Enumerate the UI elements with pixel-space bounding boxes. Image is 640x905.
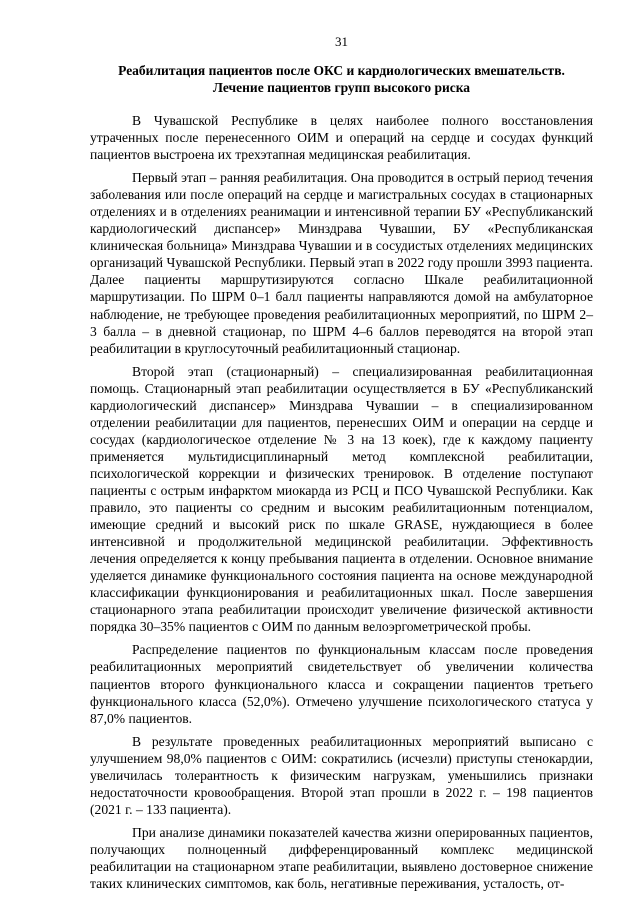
paragraph-results: В результате проведенных реабилитационных мероприятий выписано с улучшением 98,0% пациентов с ОИМ: сократились (исчезли) приступы стенокардии, увеличилась толерантность к физическим нагрузкам, уменьшились признаки недостаточности кровообращения. Второй этап прошли в 2022 г. – 198 пациентов (2021 г. – 133 пациента). — [90, 733, 593, 817]
section-title — [90, 62, 593, 96]
section-title-line-1: Реабилитация пациентов после ОКС и кардиологических вмешательств. — [118, 63, 565, 78]
section-title-line-2: Лечение пациентов групп высокого риска — [212, 80, 471, 95]
paragraph-first-stage: Первый этап – ранняя реабилитация. Она проводится в острый период течения заболевания или после операций на сердце и магистральных сосудах в стационарных отделениях и в отделениях реанимации и интенсивной терапии БУ «Республиканский кардиологический диспансер» Минздрава Чувашии, БУ «Республиканская клиническая больница» Минздрава Чувашии и в сосудистых отделениях медицинских организаций Чувашской Республики. Первый этап в 2022 году прошли 3993 пациента. Далее пациенты маршрутизируются согласно Шкале реабилитационной маршрутизации. По ШРМ 0–1 балл пациенты направляются домой на амбулаторное наблюдение, не требующее проведения реабилитационных мероприятий, по ШРМ 2–3 балла – в дневной стационар, по ШРМ 4–6 баллов переводятся на второй этап реабилитации в круглосуточный реабилитационный стационар. — [90, 170, 593, 356]
document-page — [90, 34, 593, 898]
paragraph-quality-of-life: При анализе динамики показателей качества жизни оперированных пациентов, получающих полноценный дифференцированный комплекс медицинской реабилитации на стационарном этапе реабилитации, выявлено достоверное снижение таких клинических симптомов, как боль, негативные переживания, усталость, от- — [90, 824, 593, 892]
paragraph-functional-classes: Распределение пациентов по функциональным классам после проведения реабилитационных мероприятий свидетельствует об увеличении количества пациентов второго функционального класса и сокращении пациентов третьего функционального класса (52,0%). Отмечено улучшение психологического статуса у 87,0% пациентов. — [90, 642, 593, 726]
paragraph-intro: В Чувашской Республике в целях наиболее полного восстановления утраченных после перенесенного ОИМ и операций на сердце и сосудах функций пациентов выстроена их трехэтапная медицинская реабилитация. — [90, 113, 593, 163]
page-number: 31 — [335, 34, 348, 49]
paragraph-second-stage: Второй этап (стационарный) – специализированная реабилитационная помощь. Стационарный этап реабилитации осуществляется в БУ «Республиканский кардиологический диспансер» Минздрава Чувашии – в специализированном отделении реабилитации для пациентов, перенесших ОИМ и операции на сердце и сосудах (кардиологическое отделение № 3 на 13 коек), где к каждому пациенту применяется мультидисциплинарный метод комплексной реабилитации, психологической коррекции и физических тренировок. В отделение поступают пациенты с острым инфарктом миокарда из РСЦ и ПСО Чувашской Республики. Как правило, это пациенты со средним и высоким реабилитационным потенциалом, имеющие средний и высокий риск по шкале GRASE, нуждающиеся в более интенсивной и продолжительной медицинской реабилитации. Эффективность лечения определяется к концу пребывания пациента в отделении. Основное внимание уделяется динамике функционального состояния пациента на основе международной классификации функционирования и реабилитационных шкал. После завершения стационарного этапа реабилитации происходит увеличение физической активности порядка 30–35% пациентов с ОИМ по данным велоэргометрической пробы. — [90, 363, 593, 635]
